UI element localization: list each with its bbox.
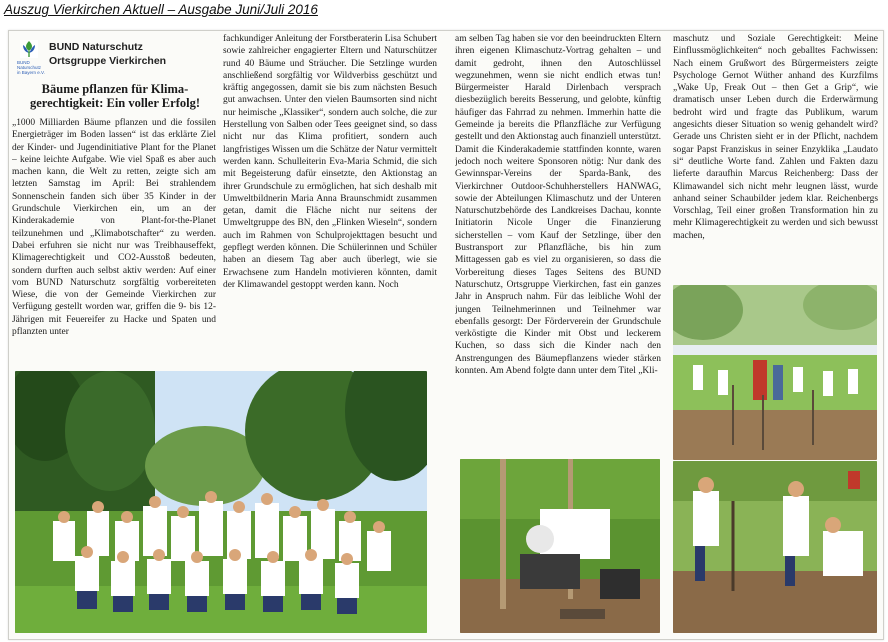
bund-logo-icon [19,39,39,59]
spades-photo [673,461,877,633]
article-column-2: fachkundiger Anleitung der Forstberaterin Lisa Schubert sowie zahlreicher engagierter Eltern und Naturschützer rund 40 Bäume und Sträucher. Die Setzlinge wurden anschließend sorgfältig vor Wildverbiss geschützt und kräftig angegossen, damit sie bis zum nächsten Besuch gut anwachsen. Unter den vielen Baumsorten sind nicht nur heimische „Klassiker“, sondern auch solche, die zur Herstellung von Salben oder Tees geeignet sind, so dass nicht nur das Klima profitiert, sondern auch langfristiges Wissen um die Schätze der Natur vermittelt werden kann. Schulleiterin Eva-Maria Schmid, die sich mit Begeisterung dafür einsetzte, den Aktionstag an ihrer Grundschule zu ermöglichen, hat sich deshalb mit Umweltbildnerin Maria Anna Braunschmidt zusammen getan, damit die Fläche nicht nur seitens der Umweltgruppe des BN, den „Flinken Wieseln“, sondern auch im Rahmen von Schulprojekttagen besucht und gepflegt werden können. Die Schülerinnen und Schüler haben an diesem Tag aber auch überlegt, wie sie Erwachsene zum Handeln motivieren könnten, damit der Klimawandel gestoppt werden kann. Noch [223,34,437,290]
bund-logo-subtext: BUND Naturschutz in Bayern e.V. [17,60,45,75]
article-column-4: maschutz und Soziale Gerechtigkeit: Meine Einflussmöglichkeiten“ noch geballtes Fachwissen: Nach einem Grußwort des Bürgermeisters zeigte Psychologe Gernot Wüther anhand des Kurzfilms „Wake Up, Freak Out – then Get a Grip“, wie dramatisch unser Leben durch die Erderwärmung bedroht wird und fragte das Publikum, warum angesichts dieser Situation so wenig gehandelt wird? Gerade uns Christen sieht er in der Pflicht, nachdem sogar Papst Franziskus in seiner Enzyklika „Laudato si“ deutliche Worte fand. Zahlen und Fakten dazu lieferte daraufhin Marcus Reichenberg: Dass der Klimawandel sich nicht mehr leugnen lässt, wurde anhand seiner Schaubilder jedem klar. Reichenbergs Vorschlag, Teil einer großen Transformation hin zu mehr Klimagerechtigkeit zu werden und sich bewusst machen, [673,34,878,241]
newspaper-page [8,30,884,640]
org-subgroup: Ortsgruppe Vierkirchen [49,55,167,67]
article-column-1: „1000 Milliarden Bäume pflanzen und die fossilen Energieträger im Boden lassen“ ist das erklärte Ziel der Kinder- und Jugendinitiative Plant for the Planet – keine leichte Aufgabe. Wie viel Spaß es aber auch machen kann, die Welt zu retten, zeigte sich am letzten Samstag im April: Bei strahlendem Sonnenschein fanden sich über 35 Kinder in der Grundschule Vierkirchen ein, um an der Kinderakademie von Plant-for-the-Planet teilzunehmen und „Klimabotschafter“ zu werden. Dabei erfuhren sie nicht nur was Treibhauseffekt, Klimagerechtigkeit und CO2-Ausstoß bedeuten, sondern durften auch selbst aktiv werden: Auf einer vom BUND Naturschutz sorgfältig vorbereiteten Wiese, die von der Gemeinde Vierkirchen zur Verfügung gestellt worden war, griffen die 9- bis 12-Jährigen mit Feuereifer zu Hacke und Spaten und pflanzten unter [12,118,216,338]
org-name: BUND Naturschutz [49,41,143,53]
field-photo [673,285,877,460]
article-column-3: am selben Tag haben sie vor den beeindruckten Eltern ihren eigenen Klimaschutz-Vortrag gehalten – und damit gedroht, ihnen den Autoschlüssel wegzunehmen, wenn sie nicht endlich etwas tun! Bürgermeister Harald Dirlenbach versprach diesbezüglich bereits Besserung, und gelobte, künftig häufiger das Fahrrad zu nehmen. Immerhin hatte die Gemeinde ja bereits die Pflanzfläche zur Verfügung gestellt und den Aktionstag auch finanziell unterstützt. Damit die Kinderakademie stattfinden konnte, waren jedoch noch weitere Sponsoren nötig: Nur dank des Gewinnspar-Vereins der Sparda-Bank, des Vierkirchner Outdoor-Schuhherstellers HANWAG, sowie der Abteilungen Klimaschutz und der Unteren Naturschutzbehörde des Landkreises Dachau, konnte Initiatorin Nicole Unger die Finanzierung sicherstellen – vom Kauf der Setzlinge, über den Bustransport zur Pflanzfläche, bis hin zum Mittagessen gab es viel zu organisieren, so dass die Vorbereitung dieses Tages Seitens des BUND Naturschutz, Ortsgruppe Vierkirchen, fast ein ganzes Jahr in Anspruch nahm. Für das leibliche Wohl der jungen Teilnehmerinnen und Teilnehmer war ebenfalls gesorgt: Der Förderverein der Grundschule verköstigte die Kinder mit Obst und leckerem Kuchen, so dass sich die Kinder nach den Anstrengungen des Bäumepflanzens wieder stärken konnten. Am Abend folgte dann unter dem Titel „Kli- [455,34,661,377]
planting-photo [460,459,660,633]
page-caption: Auszug Vierkirchen Aktuell – Ausgabe Juni/Juli 2016 [4,2,318,17]
bund-logo [15,37,215,75]
article-headline: Bäume pflanzen für Klima- gerechtigkeit: Ein voller Erfolg! [30,82,200,110]
group-photo [15,371,427,633]
